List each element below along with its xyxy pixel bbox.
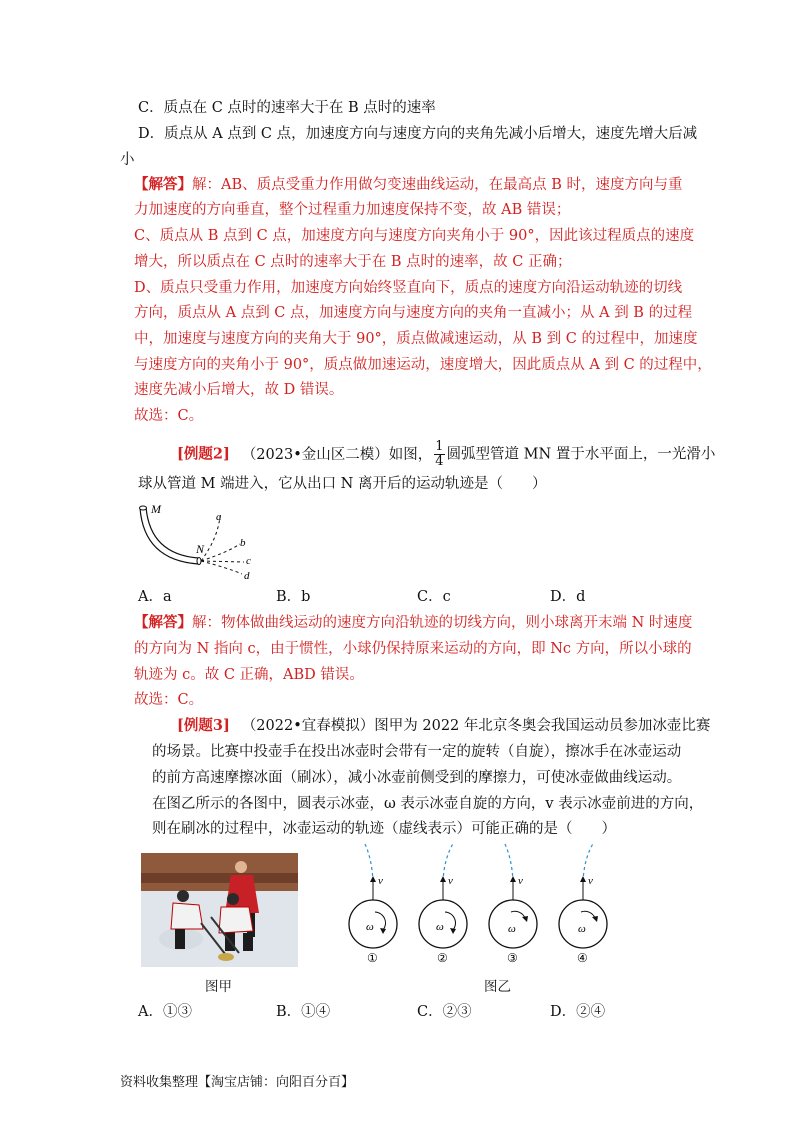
- answer1-pick: 故选：C。: [134, 408, 204, 424]
- circle-option-2: [419, 842, 467, 965]
- example2-line1: [177, 440, 715, 469]
- spin-arrow-3: [522, 916, 528, 922]
- example2-option-b: B．b: [276, 589, 311, 605]
- circle-number-3: ③: [507, 951, 518, 965]
- example2-line1-rest: 圆弧型管道 MN 置于水平面上，一光滑小: [446, 446, 716, 463]
- example3-line1: [177, 716, 710, 736]
- velocity-arrow-3: [510, 876, 516, 882]
- answer2-pick: 故选：C。: [134, 692, 204, 708]
- label-m: M: [151, 502, 161, 516]
- answer2-line2: 的方向为 N 指向 c，由于惯性，小球仍保持原来运动的方向，即 Nc 方向，所以小球的: [134, 641, 692, 657]
- option-d-text-cont: 小: [120, 152, 135, 168]
- answer-text: 解：物体做曲线运动的速度方向沿轨迹的切线方向，则小球离开末端 N 时速度: [192, 615, 693, 631]
- example3-option-a: A．①③: [138, 1004, 192, 1020]
- label-a: a: [216, 511, 222, 523]
- spin-arrow-1: [380, 928, 386, 934]
- figure-b-caption: 图乙: [484, 979, 511, 995]
- option-d-text: D．质点从 A 点到 C 点，加速度方向与速度方向的夹角先减小后增大，速度先增大后减: [138, 126, 698, 142]
- pipe-entrance-m: [140, 506, 147, 510]
- answer2-line3: 轨迹为 c。故 C 正确，ABD 错误。: [134, 667, 364, 683]
- label-d: d: [244, 570, 250, 582]
- example3-line2: 的场景。比赛中投壶手在投出冰壶时会带有一定的旋转（自旋），擦冰手在冰壶运动: [152, 744, 682, 760]
- answer1-line7: 中，加速度与速度方向的夹角大于 90°，质点做减速运动，从 B 到 C 的过程中，加速度: [134, 331, 698, 347]
- circle-option-4: [559, 842, 607, 965]
- label-c: c: [246, 555, 251, 567]
- trajectory-dashed-1: [364, 842, 373, 882]
- option-c-text: C．质点在 C 点时的速率大于在 B 点时的速率: [138, 100, 436, 116]
- spin-arrow-2: [450, 928, 456, 934]
- velocity-arrow-1: [370, 876, 376, 882]
- trajectory-d: [201, 561, 242, 574]
- answer1-line5: D、质点只受重力作用，加速度方向始终竖直向下，质点的速度方向沿运动轨迹的切线: [134, 280, 683, 296]
- quarter-pipe-figure: [132, 498, 272, 588]
- omega-label-1: ω: [366, 921, 374, 933]
- answer1-line4: 增大，所以质点在 C 点时的速率大于在 B 点时的速率，故 C 正确；: [134, 254, 572, 270]
- answer1-line8: 与速度方向的夹角小于 90°，质点做加速运动，速度增大，因此质点从 A 到 C 的过程中，: [134, 357, 712, 373]
- example2-option-c: C．c: [417, 589, 451, 605]
- circle-number-4: ④: [577, 951, 588, 965]
- velocity-arrow-2: [440, 876, 446, 882]
- answer-tag: 【解答】: [134, 176, 192, 193]
- omega-label-2: ω: [436, 921, 444, 933]
- example2-option-a: A．a: [138, 589, 172, 605]
- answer1-line6: 方向，质点从 A 点到 C 点，加速度方向与速度方向的夹角一直减小；从 A 到 B 的过程: [134, 305, 693, 321]
- circle-number-1: ①: [367, 951, 378, 965]
- fraction-denominator: 4: [435, 454, 444, 469]
- omega-label-3: ω: [508, 923, 516, 935]
- curling-trajectory-circles: [338, 840, 628, 965]
- velocity-arrow-4: [580, 876, 586, 882]
- answer2-line1: [134, 613, 692, 633]
- example3-line5: 则在刷冰的过程中，冰壶运动的轨迹（虚线表示）可能正确的是（ ）: [152, 821, 616, 837]
- example3-option-b: B．①④: [276, 1004, 331, 1020]
- example3-tag: [例题3]: [177, 717, 230, 734]
- example3-text: （2022•宜春模拟）图甲为 2022 年北京冬奥会我国运动员参加冰壶比赛: [241, 718, 711, 734]
- trajectory-dashed-3: [504, 842, 513, 882]
- v-label-3: v: [518, 875, 523, 887]
- example2-tag: [例题2]: [177, 445, 230, 463]
- circle-option-1: [349, 842, 397, 965]
- v-label-2: v: [448, 875, 453, 887]
- example2-option-d: D．d: [550, 589, 586, 605]
- label-b: b: [240, 537, 246, 549]
- spin-arrow-4: [592, 916, 598, 922]
- answer-text: 解：AB、质点受重力作用做匀变速曲线运动，在最高点 B 时，速度方向与重: [192, 177, 683, 193]
- answer1-line2: 力加速度的方向垂直，整个过程重力加速度保持不变，故 AB 错误；: [134, 202, 571, 218]
- example3-option-c: C．②③: [417, 1004, 472, 1020]
- figure-a-caption: 图甲: [205, 979, 232, 995]
- fraction-numerator: 1: [435, 439, 444, 454]
- answer1-line1: [134, 175, 683, 195]
- trajectory-c: [201, 561, 244, 562]
- example2-line2: 球从管道 M 端进入，它从出口 N 离开后的运动轨迹是（ ）: [138, 476, 547, 492]
- answer1-line3: C、质点从 B 点到 C 点，加速度方向与速度方向夹角小于 90°，因此该过程质点的速度: [134, 228, 695, 244]
- page-footer: 资料收集整理【淘宝店铺：向阳百分百】: [120, 1075, 355, 1090]
- pipe-outer-wall: [140, 508, 198, 564]
- trajectory-b: [201, 544, 240, 561]
- curling-photo: [141, 853, 298, 967]
- label-n: N: [196, 542, 205, 556]
- answer-tag: 【解答】: [134, 614, 192, 631]
- example2-source: （2023•金山区二模）如图，: [241, 446, 433, 463]
- answer1-line9: 速度先减小后增大，故 D 错误。: [134, 382, 344, 398]
- fraction-quarter: [434, 440, 444, 469]
- omega-label-4: ω: [578, 923, 586, 935]
- circle-number-2: ②: [437, 951, 448, 965]
- v-label-1: v: [378, 875, 383, 887]
- example3-option-d: D．②④: [550, 1004, 606, 1020]
- example3-line3: 的前方高速摩擦冰面（刷冰），减小冰壶前侧受到的摩擦力，可使冰壶做曲线运动。: [152, 770, 682, 786]
- v-label-4: v: [588, 875, 593, 887]
- example3-line4: 在图乙所示的各图中，圆表示冰壶，ω 表示冰壶自旋的方向，v 表示冰壶前进的方向，: [152, 796, 704, 812]
- pipe-exit-n: [197, 558, 201, 565]
- circle-option-3: [489, 842, 537, 965]
